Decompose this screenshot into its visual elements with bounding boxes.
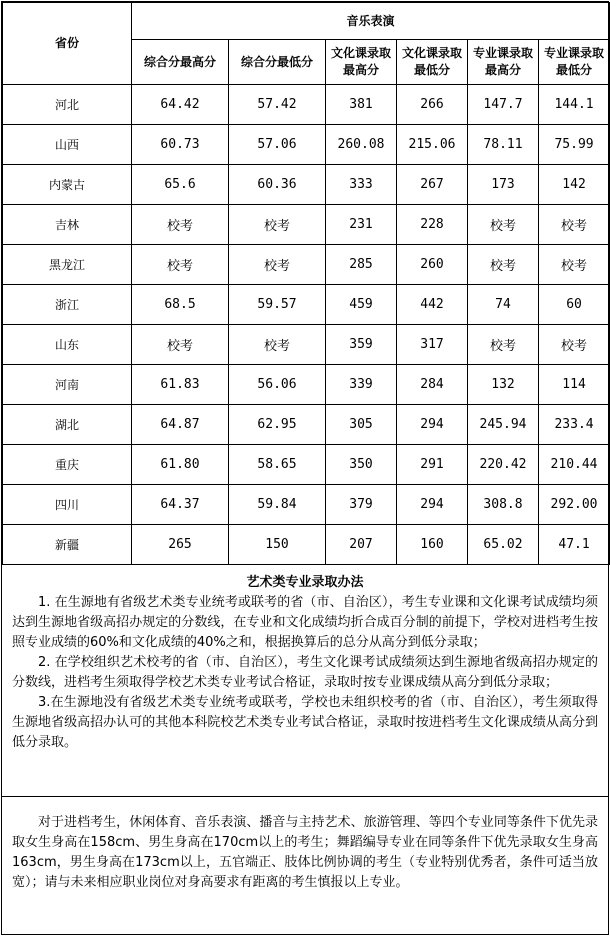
table-row: [3, 85, 610, 125]
table-row: [3, 165, 610, 205]
table-row: [3, 405, 610, 445]
score-cell: 60.36: [229, 165, 326, 205]
score-cell: 160: [397, 525, 468, 565]
score-cell: 284: [397, 365, 468, 405]
score-cell: 65.6: [132, 165, 229, 205]
score-cell: 260.08: [326, 125, 397, 165]
score-cell: 57.42: [229, 85, 326, 125]
score-cell: 442: [397, 285, 468, 325]
table-row: [3, 205, 610, 245]
table-row: [3, 485, 610, 525]
score-cell: 132: [468, 365, 539, 405]
score-cell: 59.84: [229, 485, 326, 525]
score-cell: 210.44: [539, 445, 610, 485]
score-cell: 359: [326, 325, 397, 365]
score-cell: 校考: [229, 325, 326, 365]
score-cell: 57.06: [229, 125, 326, 165]
score-cell: 47.1: [539, 525, 610, 565]
province-cell: 四川: [3, 485, 132, 525]
province-cell: 浙江: [3, 285, 132, 325]
score-cell: 245.94: [468, 405, 539, 445]
score-cell: 381: [326, 85, 397, 125]
score-cell: 61.80: [132, 445, 229, 485]
province-cell: 黑龙江: [3, 245, 132, 285]
rule-paragraph: 2. 在学校组织艺术校考的省（市、自治区），考生文化课考试成绩须达到生源地省级高招办规定的分数线，进档考生须取得学校艺术类专业考试合格证，录取时按专业课成绩从高分到低分录取；: [12, 655, 598, 690]
score-cell: 校考: [468, 245, 539, 285]
score-cell: 校考: [229, 205, 326, 245]
score-cell: 291: [397, 445, 468, 485]
score-cell: 56.06: [229, 365, 326, 405]
column-header: 专业课录取最低分: [539, 40, 610, 85]
score-cell: 215.06: [397, 125, 468, 165]
table-row: [3, 245, 610, 285]
score-cell: 317: [397, 325, 468, 365]
score-cell: 459: [326, 285, 397, 325]
score-cell: 350: [326, 445, 397, 485]
score-cell: 58.65: [229, 445, 326, 485]
score-cell: 231: [326, 205, 397, 245]
score-cell: 61.83: [132, 365, 229, 405]
score-cell: 校考: [468, 205, 539, 245]
table-row: [3, 125, 610, 165]
column-header: 文化课录取最高分: [326, 40, 397, 85]
score-cell: 64.87: [132, 405, 229, 445]
score-cell: 267: [397, 165, 468, 205]
score-cell: 260: [397, 245, 468, 285]
score-cell: 60.73: [132, 125, 229, 165]
rule-paragraph: 3.在生源地没有省级艺术类专业统考或联考，学校也未组织校考的省（市、自治区），考生须取得生源地省级高招办认可的其他本科院校艺术类专业考试合格证，录取时按进档考生文化课成绩从高分到低分录取。: [12, 695, 598, 750]
score-cell: 68.5: [132, 285, 229, 325]
table-row: [3, 445, 610, 485]
score-cell: 60: [539, 285, 610, 325]
column-header: 综合分最高分: [132, 40, 229, 85]
rules-title: 艺术类专业录取办法: [246, 575, 364, 590]
score-cell: 校考: [539, 325, 610, 365]
score-cell: 114: [539, 365, 610, 405]
score-cell: 校考: [132, 205, 229, 245]
province-cell: 河北: [3, 85, 132, 125]
score-cell: 285: [326, 245, 397, 285]
score-cell: 校考: [539, 245, 610, 285]
column-header: 文化课录取最低分: [397, 40, 468, 85]
province-cell: 内蒙古: [3, 165, 132, 205]
score-cell: 144.1: [539, 85, 610, 125]
score-cell: 142: [539, 165, 610, 205]
table-row: [3, 325, 610, 365]
table-row: [3, 285, 610, 325]
score-cell: 292.00: [539, 485, 610, 525]
score-cell: 228: [397, 205, 468, 245]
admission-sheet: [1, 1, 609, 935]
score-cell: 64.42: [132, 85, 229, 125]
table-row: [3, 525, 610, 565]
rule-paragraph: 1. 在生源地有省级艺术类专业统考或联考的省（市、自治区），考生专业课和文化课考试成绩均须达到生源地省级高招办规定的分数线，在专业和文化成绩均折合成百分制的前提下，学校对进档考生按照专业成绩的60%和文化成绩的40%之和，根据换算后的总分从高分到低分录取；: [12, 595, 598, 650]
admission-rules: [2, 565, 608, 797]
column-header: 专业课录取最高分: [468, 40, 539, 85]
score-cell: 65.02: [468, 525, 539, 565]
province-cell: 新疆: [3, 525, 132, 565]
score-cell: 150: [229, 525, 326, 565]
province-header: 省份: [3, 3, 132, 85]
score-cell: 校考: [468, 325, 539, 365]
score-cell: 266: [397, 85, 468, 125]
score-cell: 78.11: [468, 125, 539, 165]
province-cell: 吉林: [3, 205, 132, 245]
score-cell: 59.57: [229, 285, 326, 325]
province-cell: 山西: [3, 125, 132, 165]
score-table-body: [3, 85, 610, 565]
score-cell: 校考: [132, 245, 229, 285]
score-cell: 265: [132, 525, 229, 565]
score-cell: 220.42: [468, 445, 539, 485]
score-cell: 62.95: [229, 405, 326, 445]
music-performance-header: 音乐表演: [132, 3, 610, 40]
height-requirement-note: [2, 797, 608, 899]
score-cell: 339: [326, 365, 397, 405]
province-cell: 山东: [3, 325, 132, 365]
score-cell: 294: [397, 405, 468, 445]
score-table: [2, 2, 610, 565]
score-cell: 校考: [229, 245, 326, 285]
score-cell: 308.8: [468, 485, 539, 525]
province-cell: 湖北: [3, 405, 132, 445]
score-cell: 校考: [132, 325, 229, 365]
score-cell: 74: [468, 285, 539, 325]
score-cell: 校考: [539, 205, 610, 245]
score-cell: 333: [326, 165, 397, 205]
province-cell: 河南: [3, 365, 132, 405]
score-cell: 379: [326, 485, 397, 525]
province-cell: 重庆: [3, 445, 132, 485]
score-cell: 64.37: [132, 485, 229, 525]
column-header: 综合分最低分: [229, 40, 326, 85]
score-cell: 233.4: [539, 405, 610, 445]
score-cell: 294: [397, 485, 468, 525]
table-row: [3, 365, 610, 405]
score-cell: 147.7: [468, 85, 539, 125]
score-cell: 173: [468, 165, 539, 205]
score-cell: 305: [326, 405, 397, 445]
note-paragraph: 对于进档考生，休闲体育、音乐表演、播音与主持艺术、旅游管理、等四个专业同等条件下优先录取女生身高在158cm、男生身高在170cm以上的考生；舞蹈编导专业在同等条件下优先录取女生身高163cm，男生身高在173cm以上，五官端正、肢体比例协调的考生（专业特别优秀者，条件可适当放宽）；请与未来相应职业岗位对身高要求有距离的考生慎报以上专业。: [12, 815, 598, 890]
score-cell: 75.99: [539, 125, 610, 165]
score-cell: 207: [326, 525, 397, 565]
